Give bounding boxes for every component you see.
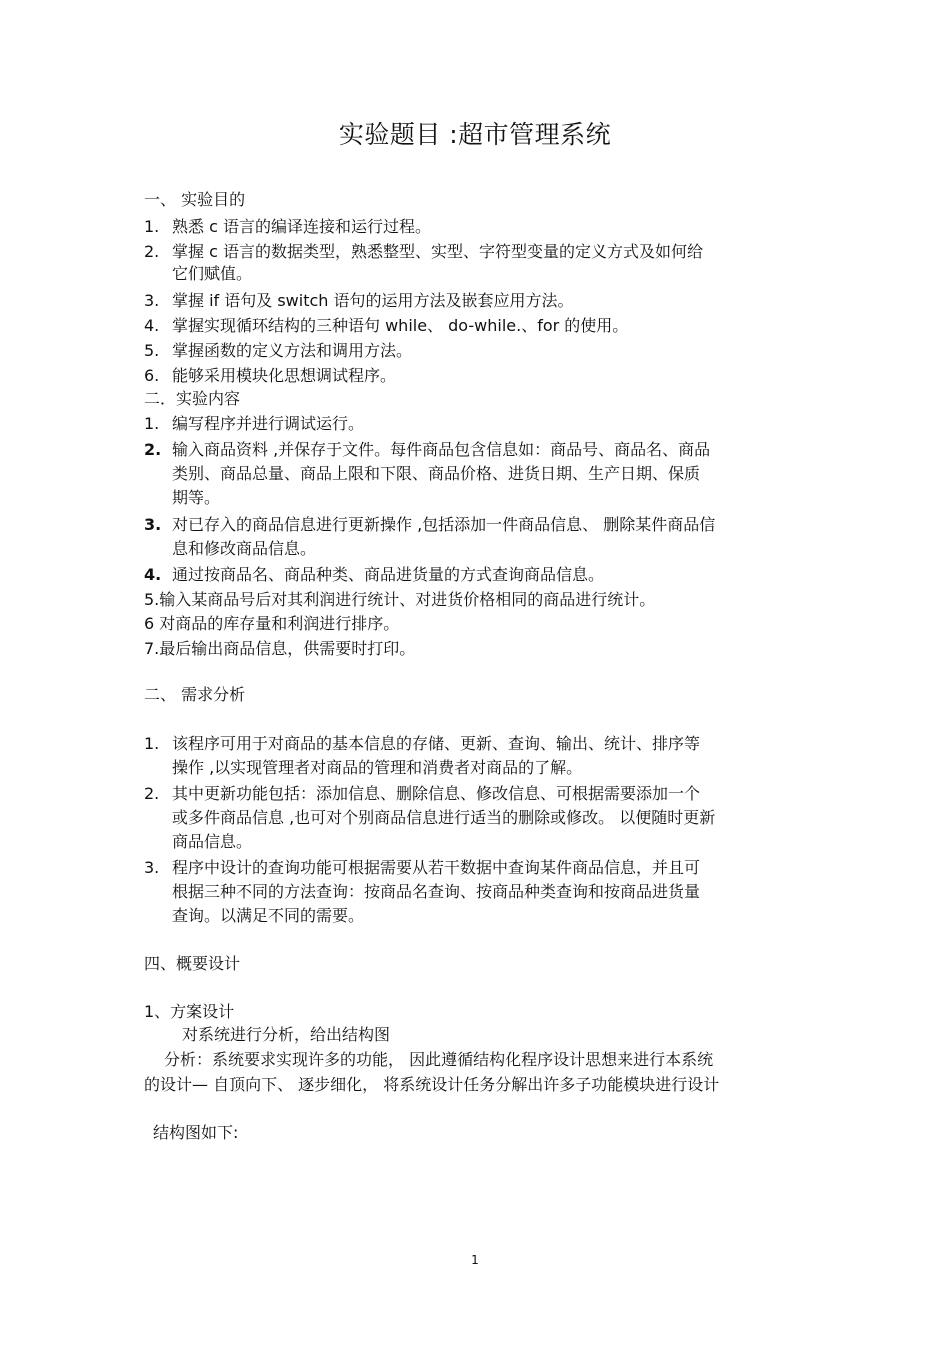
list-item [144,217,431,237]
item-text: 熟悉 c 语言的编译连接和运行过程。 [172,217,431,236]
page-title: 实验题目 :超市管理系统 [338,120,612,149]
item-text-continued: 类别、商品总量、商品上限和下限、商品价格、进货日期、生产日期、保质 [172,464,701,483]
content-line: 7.最后输出商品信息，供需要时打印。 [144,639,416,658]
item-text: 编写程序并进行调试运行。 [172,414,365,433]
item-number: 2. [144,784,160,803]
design-line: 分析：系统要求实现许多的功能， 因此遵循结构化程序设计思想来进行本系统 [164,1050,714,1069]
section-heading-content: 二．实验内容 [144,389,241,408]
item-text: 通过按商品名、商品种类、商品进货量的方式查询商品信息。 [172,565,605,584]
item-number: 5. [144,341,160,360]
item-text-continued: 根据三种不同的方法查询：按商品名查询、按商品种类查询和按商品进货量 [172,882,701,901]
item-number: 2. [144,242,160,261]
design-line: 对系统进行分析，给出结构图 [182,1025,391,1044]
list-item [144,784,700,804]
item-number: 4. [144,565,162,584]
list-item [144,242,703,262]
item-text: 其中更新功能包括：添加信息、删除信息、修改信息、可根据需要添加一个 [172,784,701,803]
list-item [144,515,715,535]
item-number: 3. [144,291,160,310]
section-heading-requirements: 二、 需求分析 [144,685,246,704]
list-item [144,858,700,878]
page-number: 1 [471,1253,479,1267]
item-text-continued: 期等。 [172,488,221,507]
item-text-continued: 操作 ,以实现管理者对商品的管理和消费者对商品的了解。 [172,758,583,777]
item-number: 6. [144,366,160,385]
item-text: 输入商品资料 ,并保存于文件。每件商品包含信息如：商品号、商品名、商品 [172,440,711,459]
list-item [144,565,604,585]
item-number: 3. [144,515,162,534]
item-number: 1. [144,734,160,753]
list-item [144,440,710,460]
item-number: 3. [144,858,160,877]
item-number: 1. [144,414,160,433]
content-line: 6 对商品的库存量和利润进行排序。 [144,614,400,633]
item-text-continued: 查询。以满足不同的需要。 [172,906,365,925]
item-text: 掌握 if 语句及 switch 语句的运用方法及嵌套应用方法。 [172,291,574,310]
list-item [144,316,628,336]
item-text: 程序中设计的查询功能可根据需要从若干数据中查询某件商品信息，并且可 [172,858,701,877]
item-text: 掌握实现循环结构的三种语句 while、 do-while.、for 的使用。 [172,316,629,335]
item-text: 掌握函数的定义方法和调用方法。 [172,341,413,360]
item-text: 能够采用模块化思想调试程序。 [172,366,397,385]
content-line: 5.输入某商品号后对其利润进行统计、对进货价格相同的商品进行统计。 [144,590,656,609]
item-number: 4. [144,316,160,335]
item-number: 1. [144,217,160,236]
list-item [144,341,412,361]
item-text: 对已存入的商品信息进行更新操作 ,包括添加一件商品信息、 删除某件商品信 [172,515,716,534]
item-text: 掌握 c 语言的数据类型，熟悉整型、实型、字符型变量的定义方式及如何给 [172,242,703,261]
item-text-continued: 商品信息。 [172,832,253,851]
item-number: 2. [144,440,162,459]
item-text-continued: 息和修改商品信息。 [172,539,317,558]
list-item [144,366,396,386]
item-text-continued: 或多件商品信息 ,也可对个别商品信息进行适当的删除或修改。 以便随时更新 [172,808,716,827]
item-text-continued: 它们赋值。 [172,264,253,283]
design-line: 结构图如下: [153,1123,239,1142]
list-item [144,291,574,311]
section-heading-design: 四、概要设计 [144,954,241,973]
list-item [144,734,700,754]
section-heading-objectives: 一、 实验目的 [144,190,246,209]
list-item [144,414,364,434]
subsection-heading: 1、方案设计 [144,1002,235,1021]
design-line: 的设计— 自顶向下、 逐步细化， 将系统设计任务分解出许多子功能模块进行设计 [144,1075,720,1094]
item-text: 该程序可用于对商品的基本信息的存储、更新、查询、输出、统计、排序等 [172,734,701,753]
